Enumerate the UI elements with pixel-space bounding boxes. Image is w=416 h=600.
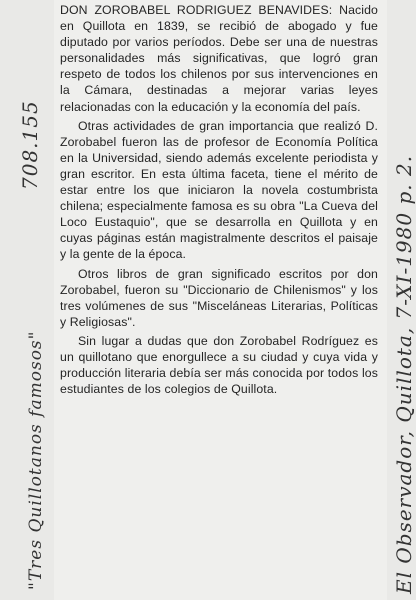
article-paragraph-1: DON ZOROBABEL RODRIGUEZ BENAVIDES: Nacido en Quillota en 1839, se recibió de abogado y fue diputado por varios períodos. Debe ser una de nuestras personalidades más significativas, que logró gran respeto de todos los chilenos por sus intervenciones en la Cámara, destinadas a mejorar varias leyes relacionadas con la educación y la economía del país. <box>60 3 378 114</box>
article-body <box>60 2 378 397</box>
article-paragraph-4: Sin lugar a dudas que don Zorobabel Rodríguez es un quillotano que enorgullece a su ciudad y cuya vida y producción literaria debía ser más conocida por todos los estudiantes de los colegios de Quillota. <box>60 333 378 397</box>
handwritten-source: El Observador, Quillota, 7-XI-1980 p. 2. <box>392 154 416 594</box>
handwritten-reference-number: 708.155 <box>18 100 42 190</box>
article-paragraph-2: Otras actividades de gran importancia que realizó D. Zorobabel fueron las de profesor de Economía Política en la Universidad, siendo además excelente periodista y gran escritor. En esta última faceta, tiene el mérito de estar entre los que iniciaron la novela costumbrista chilena; especialmente famosa es su obra "La Cueva del Loco Eustaquio", que se desarrolla en Quillota y en cuyas páginas están magistralmente descritos el paisaje y la gente de la época. <box>60 118 378 262</box>
handwritten-title: "Tres Quillotanos famosos" <box>26 330 46 590</box>
article-paragraph-3: Otros libros de gran significado escritos por don Zorobabel, fueron su "Diccionario de Chilenismos" y los tres volúmenes de sus "Misceláneas Literarias, Políticas y Religiosas". <box>60 266 378 329</box>
